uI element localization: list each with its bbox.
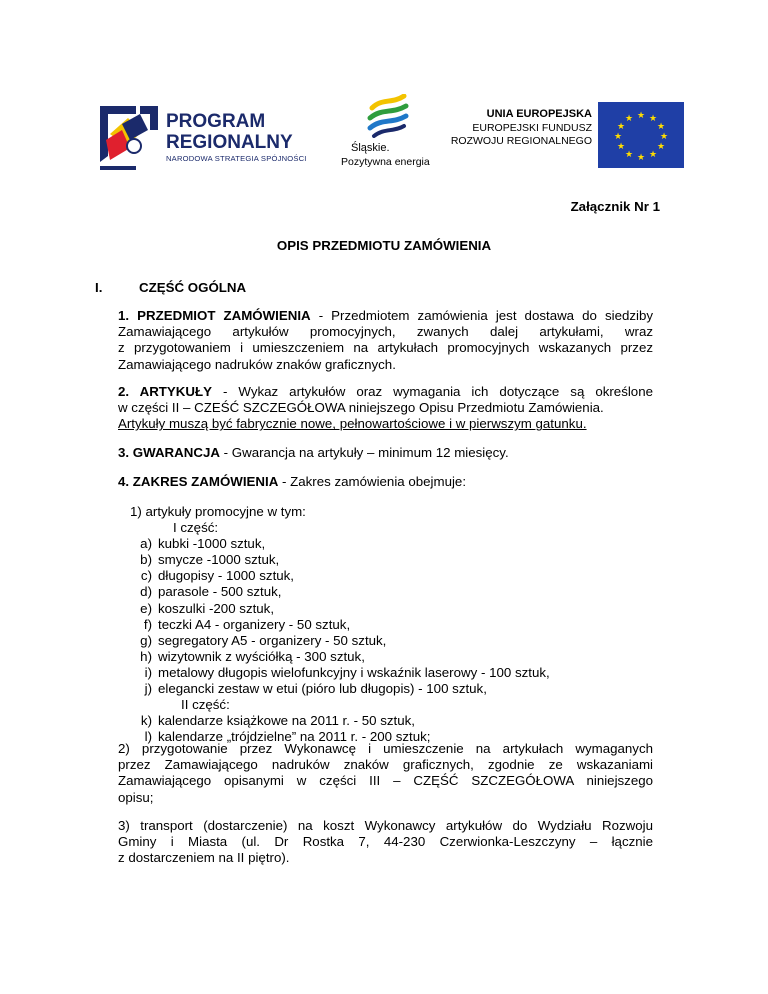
- list-item-marker: f): [143, 616, 152, 632]
- svg-text:★: ★: [648, 150, 658, 160]
- list-item: [130, 568, 550, 584]
- list-item-text: wizytownik z wyściółką - 300 sztuk,: [158, 648, 365, 664]
- list-item-text: elegancki zestaw w etui (pióro lub długopis) - 100 sztuk,: [158, 681, 487, 697]
- section-number: I.: [95, 280, 103, 295]
- page-title: OPIS PRZEDMIOTU ZAMÓWIENIA: [276, 238, 492, 253]
- annex-label: Załącznik Nr 1: [570, 199, 660, 214]
- p6-line1: 3) transport (dostarczenie) na koszt Wykonawcy artykułów do Wydziału Rozwoju: [118, 818, 653, 833]
- list-part1-items: [130, 536, 550, 697]
- list-item-marker: l): [144, 729, 152, 745]
- p2-label: 2. ARTYKUŁY: [118, 384, 212, 399]
- slaskie-logo-icon: [364, 94, 410, 138]
- p6-line2: Gminy i Miasta (ul. Dr Rostka 7, 44-230 Czerwionka-Leszczyny – łącznie: [118, 834, 653, 850]
- list-item: [130, 584, 550, 600]
- list-item-marker: c): [140, 568, 152, 584]
- p1-label: 1. PRZEDMIOT ZAMÓWIENIA: [118, 308, 311, 323]
- paragraph-zakres: [118, 474, 653, 490]
- list-item: [130, 681, 550, 697]
- list-item-text: kubki -1000 sztuk,: [158, 536, 266, 552]
- svg-text:★: ★: [648, 114, 658, 124]
- svg-text:★: ★: [613, 132, 623, 142]
- p6-line3: z dostarczeniem na II piętro).: [118, 850, 290, 866]
- list-item-text: koszulki -200 sztuk,: [158, 600, 275, 616]
- list-item: [130, 665, 550, 681]
- paragraph-artykuly: [118, 384, 653, 433]
- list-item: [130, 713, 550, 729]
- paragraph-przedmiot: [118, 308, 653, 373]
- list-item-marker: k): [140, 713, 152, 729]
- p5-line1: 2) przygotowanie przez Wykonawcę i umieszczenie na artykułach wymaganych: [118, 741, 653, 756]
- list-item-marker: h): [140, 648, 152, 664]
- list-item-marker: j): [144, 681, 152, 697]
- list-item-marker: d): [140, 584, 152, 600]
- svg-text:★: ★: [636, 111, 646, 121]
- list-item: [130, 536, 550, 552]
- program-logo-line1: PROGRAM: [166, 111, 266, 132]
- list-item-marker: b): [140, 552, 152, 568]
- list-part2-heading: II część:: [181, 697, 230, 713]
- slaskie-logo-line2: Pozytywna energia: [341, 156, 430, 168]
- svg-text:★: ★: [624, 150, 634, 160]
- list-item: [130, 601, 550, 617]
- p1-line4: Zamawiającego nadruków znaków graficznych.: [118, 356, 396, 372]
- list-item: [130, 617, 550, 633]
- slaskie-logo-line1: Śląskie.: [351, 142, 390, 154]
- eu-flag-icon: [598, 102, 684, 168]
- paragraph-przygotowanie: [118, 741, 653, 806]
- paragraph-gwarancja: [118, 445, 653, 461]
- p1-line1: - Przedmiotem zamówienia jest dostawa do siedziby: [310, 308, 654, 323]
- svg-text:★: ★: [656, 142, 666, 152]
- program-logo-line2: REGIONALNY: [166, 132, 293, 153]
- items-list: [130, 504, 550, 745]
- section-heading: CZĘŚĆ OGÓLNA: [139, 280, 247, 295]
- list-item-text: kalendarze „trójdzielne” na 2011 r. - 200 sztuk;: [158, 729, 431, 745]
- list-intro: 1) artykuły promocyjne w tym:: [130, 504, 306, 519]
- list-part1-heading: I część:: [173, 520, 219, 536]
- p2-line3: Artykuły muszą być fabrycznie nowe, pełnowartościowe i w pierwszym gatunku.: [118, 416, 587, 432]
- p5-line4: opisu;: [118, 789, 154, 805]
- p1-line3: z przygotowaniem i umieszczeniem na artykułach promocyjnych wskazanych przez: [118, 340, 653, 356]
- p2-line1: - Wykaz artykułów oraz wymagania ich dotyczące są określone: [211, 384, 653, 399]
- list-item-marker: a): [140, 536, 152, 552]
- list-item-text: teczki A4 - organizery - 50 sztuk,: [158, 616, 351, 632]
- list-item-text: segregatory A5 - organizery - 50 sztuk,: [158, 632, 387, 648]
- svg-text:★: ★: [636, 153, 646, 163]
- list-item-text: parasole - 500 sztuk,: [158, 584, 282, 600]
- svg-text:★: ★: [659, 132, 669, 142]
- program-regionalny-logo-icon: [96, 100, 162, 172]
- header-logos: [96, 94, 686, 172]
- list-item-text: kalendarze książkowe na 2011 r. - 50 sztuk,: [158, 713, 415, 729]
- p5-line3: Zamawiającego opisanymi w części III – CZĘŚĆ SZCZEGÓŁOWA niniejszego: [118, 773, 653, 789]
- program-logo-line3: NARODOWA STRATEGIA SPÓJNOŚCI: [166, 154, 307, 163]
- list-item-text: smycze -1000 sztuk,: [158, 552, 280, 568]
- ue-logo-line2: EUROPEJSKI FUNDUSZ: [472, 122, 592, 134]
- paragraph-transport: [118, 818, 653, 867]
- p5-line2: przez Zamawiającego nadruków znaków graficznych, zgodnie ze wskazaniami: [118, 757, 653, 773]
- list-item-text: długopisy - 1000 sztuk,: [158, 568, 295, 584]
- p1-line2: Zamawiającego artykułów promocyjnych, zwanych dalej artykułami, wraz: [118, 324, 653, 340]
- ue-logo-line1: UNIA EUROPEJSKA: [486, 108, 592, 120]
- list-item: [130, 633, 550, 649]
- p2-line2: w części II – CZEŚĆ SZCZEGÓŁOWA niniejszego Opisu Przedmiotu Zamówienia.: [118, 400, 604, 416]
- svg-text:★: ★: [624, 114, 634, 124]
- svg-text:★: ★: [656, 122, 666, 132]
- p3-text: - Gwarancja na artykuły – minimum 12 miesięcy.: [219, 445, 509, 460]
- svg-text:★: ★: [616, 122, 626, 132]
- ue-logo-line3: ROZWOJU REGIONALNEGO: [450, 135, 592, 147]
- p4-text: - Zakres zamówienia obejmuje:: [278, 474, 467, 489]
- list-item-marker: e): [140, 600, 152, 616]
- list-item-marker: i): [144, 664, 152, 680]
- svg-text:★: ★: [616, 142, 626, 152]
- p4-label: 4. ZAKRES ZAMÓWIENIA: [118, 474, 279, 489]
- list-item-text: metalowy długopis wielofunkcyjny i wskaźnik laserowy - 100 sztuk,: [158, 664, 550, 680]
- list-item: [130, 649, 550, 665]
- p3-label: 3. GWARANCJA: [118, 445, 220, 460]
- list-item-marker: g): [140, 632, 152, 648]
- list-item: [130, 552, 550, 568]
